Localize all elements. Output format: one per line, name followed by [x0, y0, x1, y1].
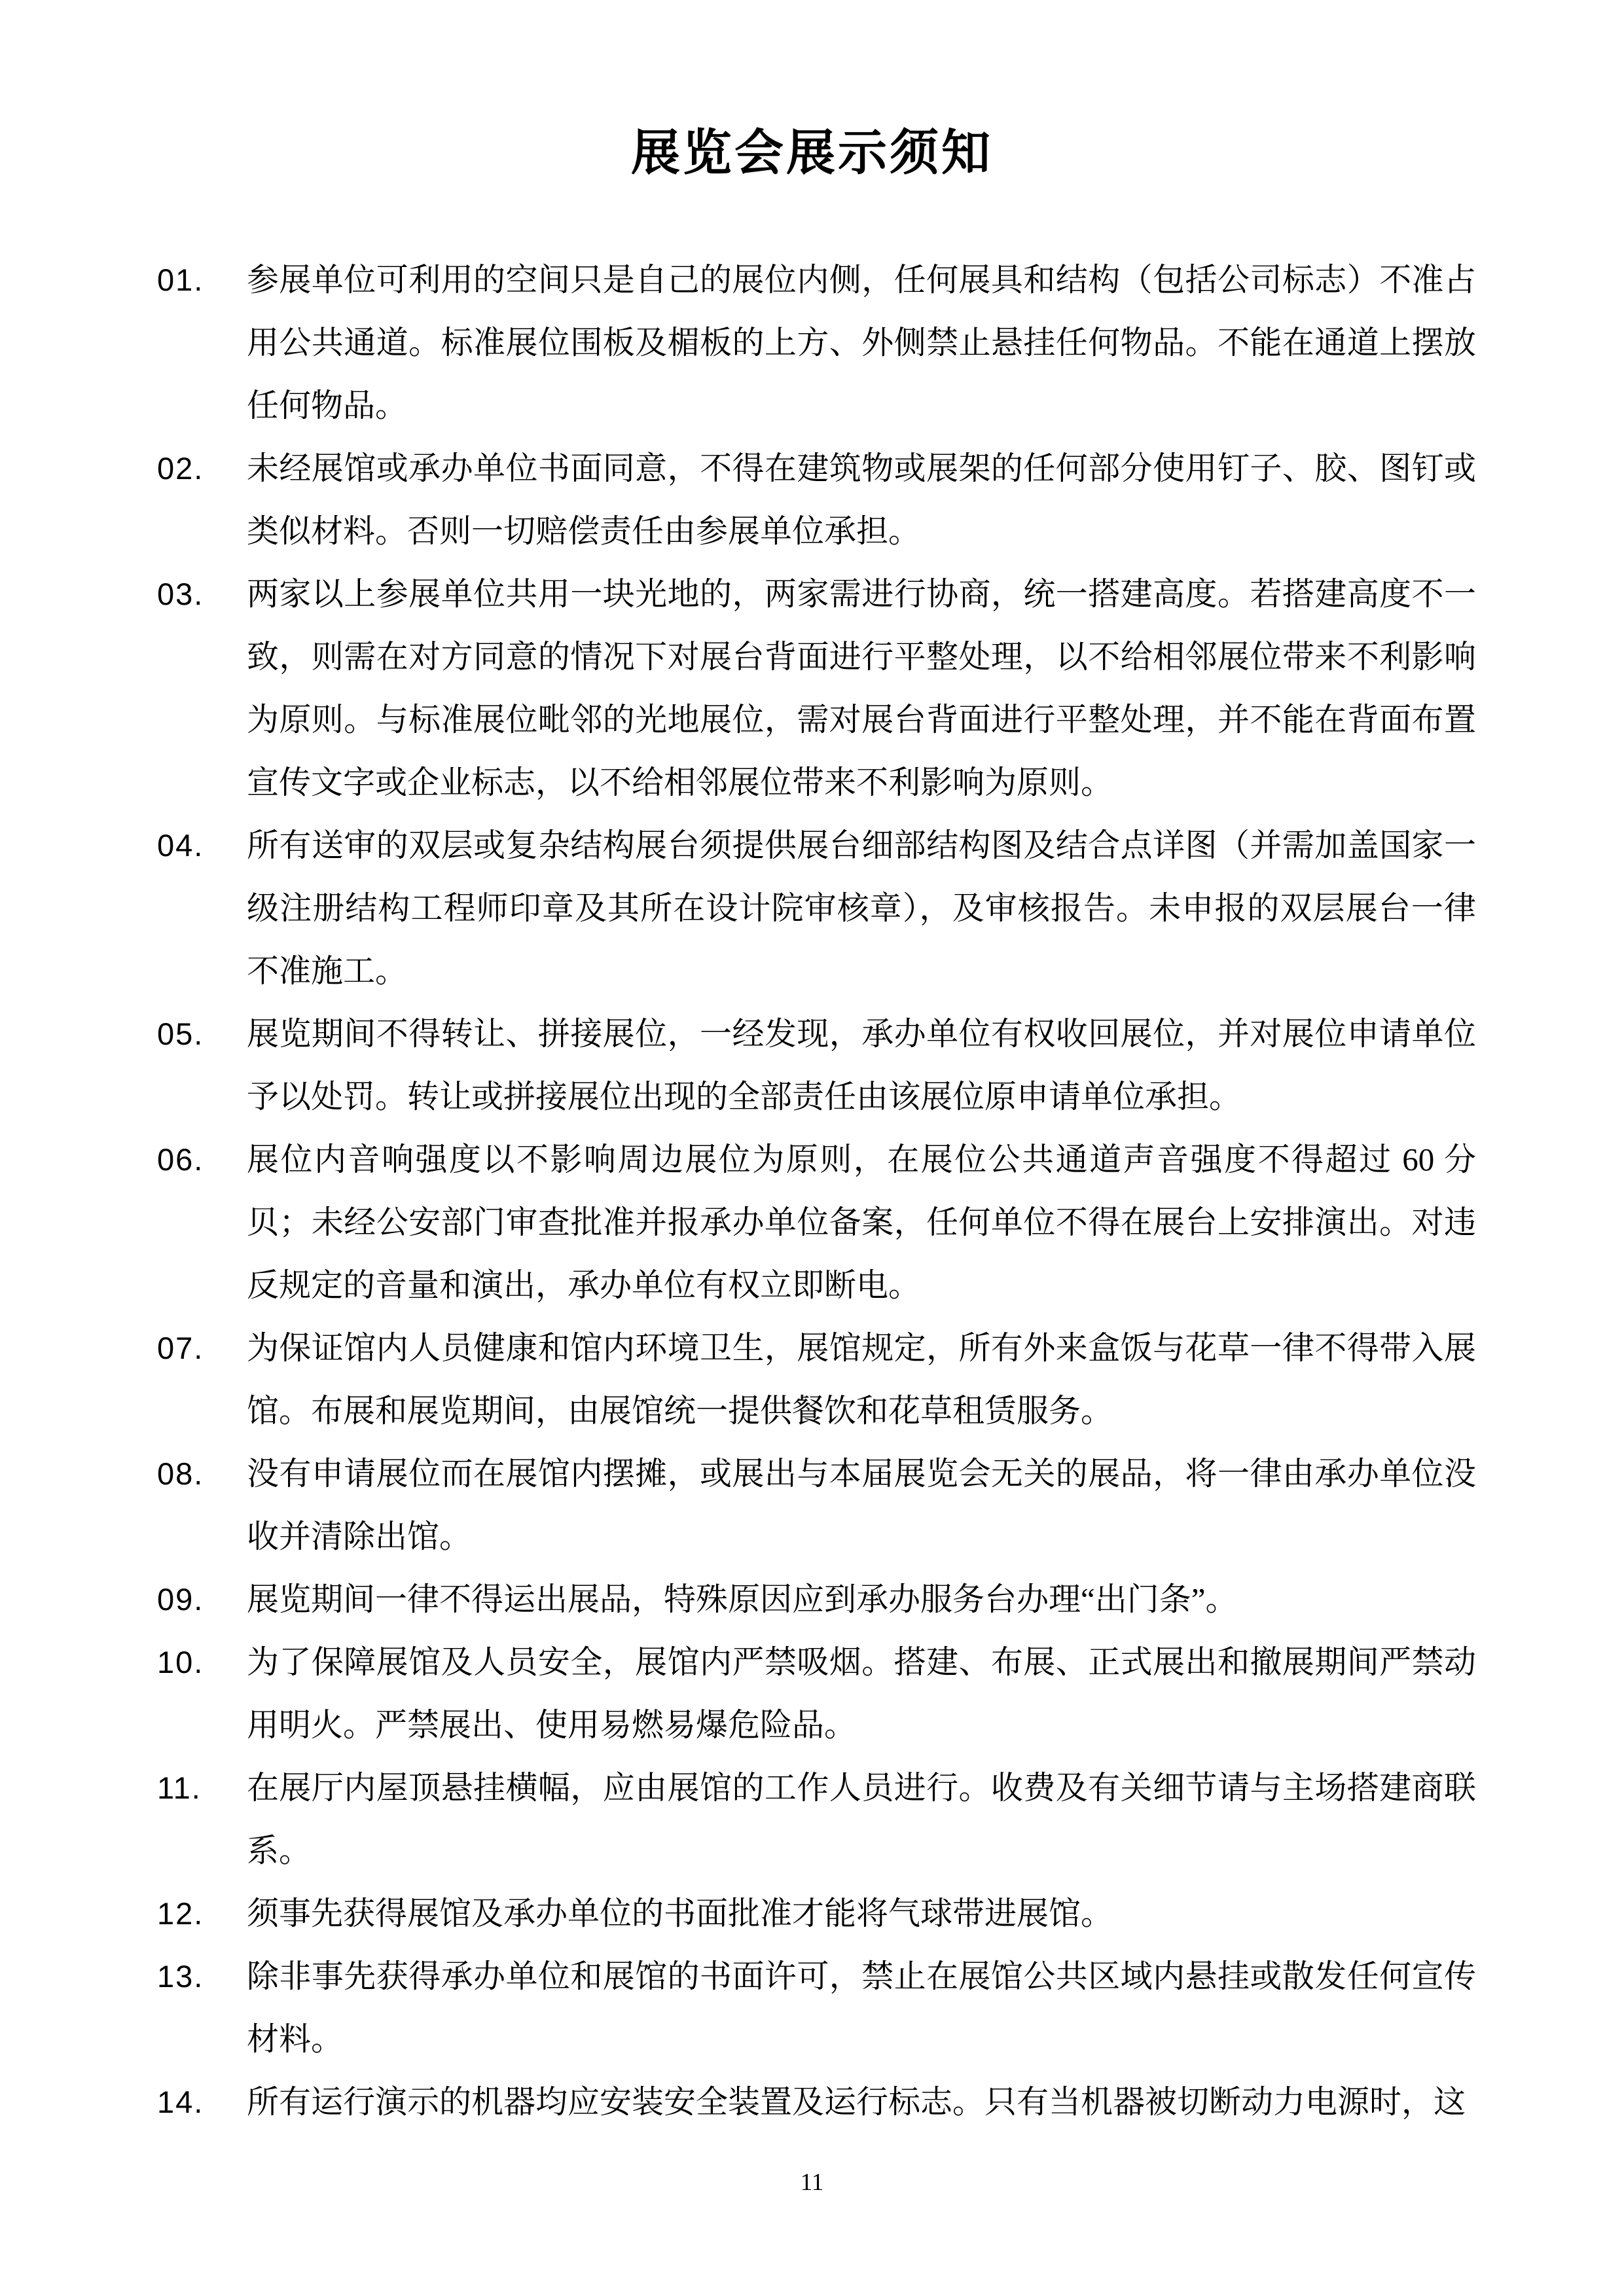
- item-number: 04.: [157, 828, 204, 863]
- list-item: [157, 1003, 1476, 1128]
- item-number: 11.: [157, 1770, 202, 1805]
- list-item: [157, 1128, 1476, 1317]
- notice-list: [157, 249, 1476, 2134]
- item-number: 07.: [157, 1331, 204, 1365]
- item-text: 为保证馆内人员健康和馆内环境卫生，展馆规定，所有外来盒饭与花草一律不得带入展馆。布展和展览期间，由展馆统一提供餐饮和花草租赁服务。: [247, 1330, 1476, 1429]
- item-text: 两家以上参展单位共用一块光地的，两家需进行协商，统一搭建高度。若搭建高度不一致，则需在对方同意的情况下对展台背面进行平整处理，以不给相邻展位带来不利影响为原则。与标准展位毗邻的光地展位，需对展台背面进行平整处理，并不能在背面布置宣传文字或企业标志，以不给相邻展位带来不利影响为原则。: [247, 576, 1476, 800]
- item-number: 09.: [157, 1582, 204, 1617]
- list-item: [157, 563, 1476, 814]
- item-text: 展览期间不得转让、拼接展位，一经发现，承办单位有权收回展位，并对展位申请单位予以处罚。转让或拼接展位出现的全部责任由该展位原申请单位承担。: [247, 1016, 1476, 1115]
- list-item: [157, 1317, 1476, 1443]
- item-number: 10.: [157, 1645, 204, 1679]
- item-text: 展览期间一律不得运出展品，特殊原因应到承办服务台办理“出门条”。: [247, 1581, 1238, 1617]
- item-number: 13.: [157, 1959, 204, 1994]
- item-number: 08.: [157, 1456, 204, 1491]
- item-text: 须事先获得展馆及承办单位的书面批准才能将气球带进展馆。: [247, 1895, 1113, 1931]
- item-text: 未经展馆或承办单位书面同意，不得在建筑物或展架的任何部分使用钉子、胶、图钉或类似材料。否则一切赔偿责任由参展单位承担。: [247, 450, 1476, 549]
- list-item: [157, 437, 1476, 563]
- item-number: 01.: [157, 262, 204, 297]
- item-number: 14.: [157, 2085, 204, 2119]
- item-text: 除非事先获得承办单位和展馆的书面许可，禁止在展馆公共区域内悬挂或散发任何宣传材料。: [247, 1958, 1476, 2057]
- item-text: 展位内音响强度以不影响周边展位为原则，在展位公共通道声音强度不得超过 60 分贝；未经公安部门审查批准并报承办单位备案，任何单位不得在展台上安排演出。对违反规定的音量和演出，承办单位有权立即断电。: [247, 1141, 1476, 1303]
- item-text: 所有送审的双层或复杂结构展台须提供展台细部结构图及结合点详图（并需加盖国家一级注册结构工程师印章及其所在设计院审核章），及审核报告。未申报的双层展台一律不准施工。: [247, 827, 1476, 989]
- list-item: [157, 1882, 1476, 1945]
- item-number: 02.: [157, 451, 204, 486]
- list-item: [157, 1443, 1476, 1568]
- list-item: [157, 1945, 1476, 2071]
- item-number: 06.: [157, 1142, 204, 1177]
- list-item: [157, 814, 1476, 1003]
- list-item: [157, 1631, 1476, 1757]
- page-title: 展览会展示须知: [630, 126, 993, 181]
- item-text: 在展厅内屋顶悬挂横幅，应由展馆的工作人员进行。收费及有关细节请与主场搭建商联系。: [247, 1770, 1476, 1869]
- item-number: 12.: [157, 1896, 204, 1931]
- item-number: 05.: [157, 1016, 204, 1051]
- list-item: [157, 249, 1476, 437]
- item-text: 为了保障展馆及人员安全，展馆内严禁吸烟。搭建、布展、正式展出和撤展期间严禁动用明火。严禁展出、使用易燃易爆危险品。: [247, 1644, 1476, 1743]
- item-text: 没有申请展位而在展馆内摆摊，或展出与本届展览会无关的展品，将一律由承办单位没收并清除出馆。: [247, 1456, 1476, 1554]
- list-item: [157, 2071, 1476, 2134]
- page-number: 11: [800, 2169, 824, 2196]
- list-item: [157, 1757, 1476, 1882]
- item-number: 03.: [157, 577, 204, 611]
- item-text: 所有运行演示的机器均应安装安全装置及运行标志。只有当机器被切断动力电源时，这: [247, 2084, 1466, 2120]
- item-text: 参展单位可利用的空间只是自己的展位内侧，任何展具和结构（包括公司标志）不准占用公共通道。标准展位围板及楣板的上方、外侧禁止悬挂任何物品。不能在通道上摆放任何物品。: [247, 262, 1476, 423]
- list-item: [157, 1568, 1476, 1631]
